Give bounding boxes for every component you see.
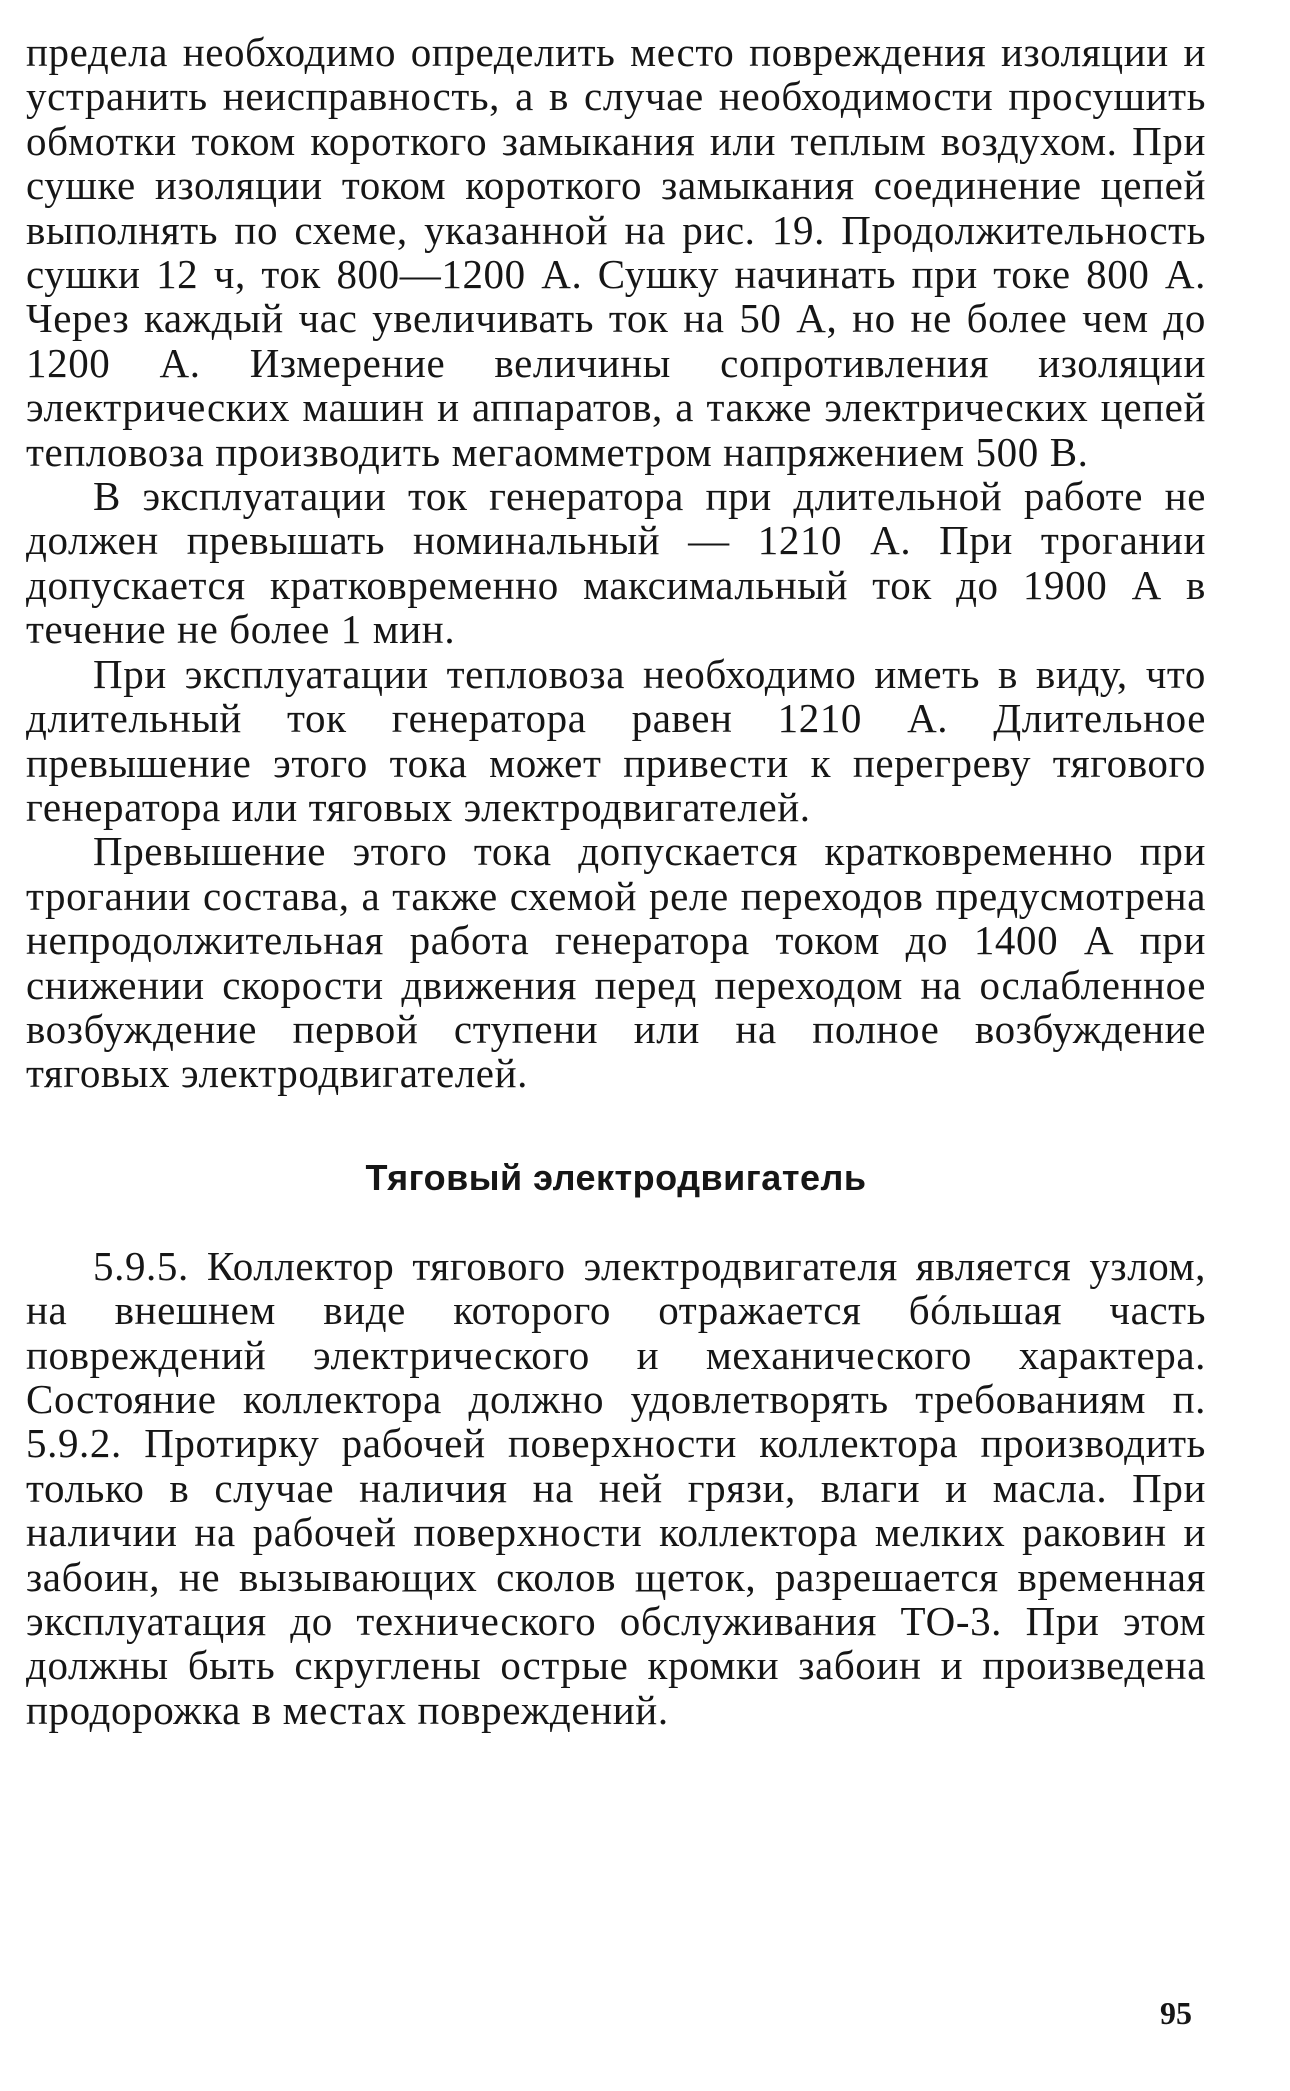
paragraph-insulation-drying: предела необходимо определить место повреждения изоляции и устранить неисправность, а в случае необходимости просушить обмотки током короткого замыкания или теплым воздухом. При сушке изоляции током короткого замыкания соединение цепей выполнять по схеме, указанной на рис. 19. Продолжительность сушки 12 ч, ток 800—1200 А. Сушку начинать при токе 800 А. Через каждый час увеличивать ток на 50 А, но не более чем до 1200 А. Измерение величины сопротивления изоляции электрических машин и аппаратов, а также электрических цепей тепловоза производить мегаомметром напряжением 500 В.: [26, 29, 1206, 475]
paragraph-generator-current: В эксплуатации ток генератора при длительной работе не должен превышать номинальный — 1210 А. При трогании допускается кратковременно максимальный ток до 1900 А в течение не более 1 мин.: [26, 473, 1206, 653]
section-heading: Тяговый электродвигатель: [365, 1156, 867, 1198]
document-page: [26, 30, 1206, 1732]
paragraph-long-term-current: При эксплуатации тепловоза необходимо иметь в виду, что длительный ток генератора равен 1210 А. Длительное превышение этого тока может привести к перегреву тягового генератора или тяговых электродвигателей.: [26, 650, 1206, 830]
page-number: 95: [1160, 1995, 1192, 2031]
paragraph-current-excess: Превышение этого тока допускается кратковременно при трогании состава, а также схемой реле переходов предусмотрена непродолжительная работа генератора током до 1400 А при снижении скорости движения перед переходом на ослабленное возбуждение первой ступени или на полное возбуждение тяговых электродвигателей.: [26, 828, 1206, 1097]
paragraph-collector: 5.9.5. Коллектор тягового электродвигателя является узлом, на внешнем виде которого отражается бóльшая часть повреждений электрического и механического характера. Состояние коллектора должно удовлетворять требованиям п. 5.9.2. Протирку рабочей поверхности коллектора производить только в случае наличия на ней грязи, влаги и масла. При наличии на рабочей поверхности коллектора мелких раковин и забоин, не вызывающих сколов щеток, разрешается временная эксплуатация до технического обслуживания ТО-3. При этом должны быть скруглены острые кромки забоин и произведена продорожка в местах повреждений.: [26, 1242, 1206, 1733]
